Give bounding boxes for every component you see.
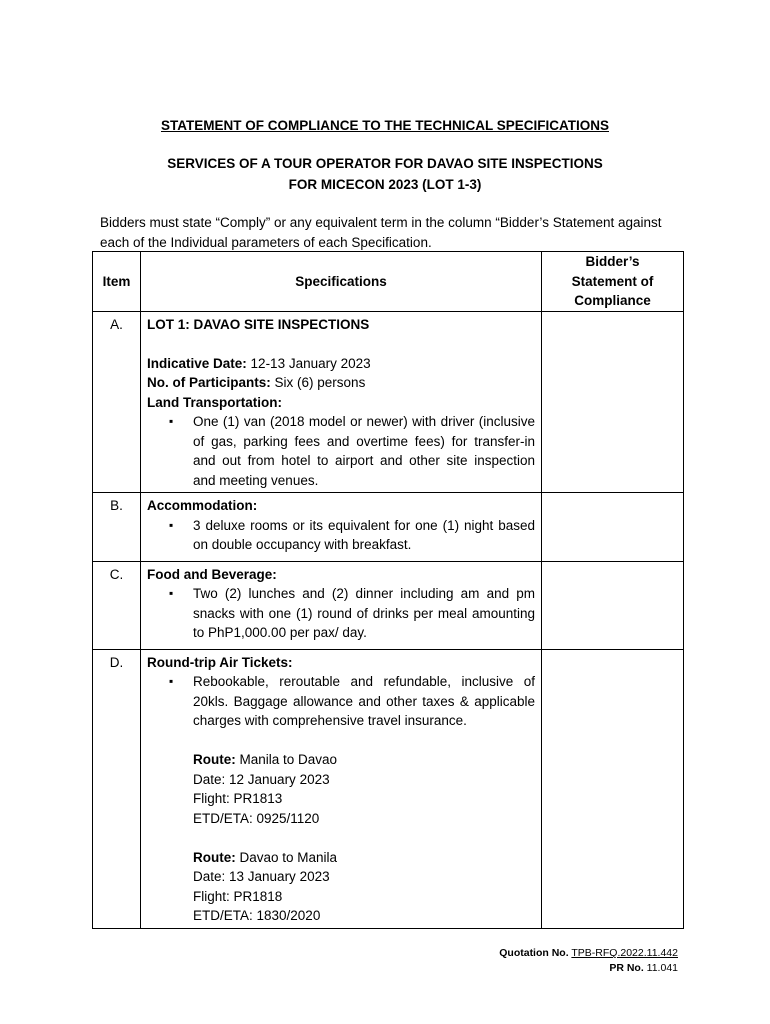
- outbound-etd-eta: ETD/ETA: 0925/1120: [193, 810, 320, 826]
- table-row-c: [93, 561, 684, 649]
- document-heading: STATEMENT OF COMPLIANCE TO THE TECHNICAL SPECIFICATIONS: [160, 118, 609, 133]
- land-transport-label: Land Transportation:: [147, 394, 282, 410]
- return-etd-eta: ETD/ETA: 1830/2020: [193, 908, 321, 923]
- row-d-item: D.: [93, 649, 141, 928]
- header-specifications: Specifications: [141, 252, 542, 312]
- quotation-number: [499, 947, 678, 959]
- table-row-a: [93, 311, 684, 493]
- row-b-item: B.: [93, 493, 141, 562]
- document-subheading-line1: SERVICES OF A TOUR OPERATOR FOR DAVAO SITE INSPECTIONS: [167, 156, 603, 171]
- outbound-route-value: Manila to Davao: [239, 752, 338, 767]
- pr-value: 11.041: [646, 962, 678, 974]
- row-c-spec: [141, 561, 542, 649]
- pr-number: [609, 962, 678, 974]
- food-beverage-label: Food and Beverage:: [147, 566, 277, 582]
- row-c-compliance: [542, 561, 684, 649]
- return-date: Date: 13 January 2023: [193, 869, 330, 884]
- outbound-route-label: Route:: [193, 752, 236, 767]
- row-a-compliance: [542, 311, 684, 493]
- land-transport-bullet: ▪ One (1) van (2018 model or newer) with driver (inclusive of gas, parking fees and overtime fees) for transfer-in and out from hotel to airport and other site inspection and meeting venues.: [193, 412, 535, 490]
- row-a-item: A.: [93, 311, 141, 493]
- accommodation-label: Accommodation:: [147, 498, 258, 513]
- row-b-spec: [141, 493, 542, 562]
- row-d-spec: [141, 649, 542, 928]
- header-compliance-line2: Statement of: [571, 273, 654, 289]
- table-row-b: [93, 493, 684, 562]
- return-flight: Flight: PR1818: [193, 888, 283, 904]
- header-compliance-line3: Compliance: [574, 293, 651, 308]
- outbound-route: [147, 750, 535, 828]
- row-b-compliance: [542, 493, 684, 562]
- header-compliance: [542, 252, 684, 312]
- pr-label: PR No.: [609, 962, 644, 974]
- participants-label: No. of Participants:: [147, 375, 271, 390]
- quotation-value: TPB-RFQ.2022.11.442: [571, 947, 678, 959]
- quotation-label: Quotation No.: [499, 947, 569, 959]
- indicative-date-label: Indicative Date:: [147, 355, 247, 371]
- return-route: [147, 848, 535, 926]
- row-a-spec: [141, 311, 542, 493]
- outbound-flight: Flight: PR1813: [193, 791, 283, 806]
- row-c-item: C.: [93, 561, 141, 649]
- return-route-value: Davao to Manila: [239, 849, 338, 865]
- food-beverage-bullet: ▪ Two (2) lunches and (2) dinner including am and pm snacks with one (1) round of drinks per meal amounting to PhP1,000.00 per pax/ day.: [193, 584, 535, 643]
- table-row-d: [93, 649, 684, 928]
- return-route-label: Route:: [193, 849, 236, 865]
- header-item: Item: [93, 252, 141, 312]
- document-subheading-line2: FOR MICECON 2023 (LOT 1-3): [288, 177, 482, 192]
- indicative-date-value: 12-13 January 2023: [250, 355, 371, 371]
- instructions-paragraph: Bidders must state “Comply” or any equivalent term in the column “Bidder’s Statement against each of the Individual parameters of each Specification.: [100, 215, 662, 250]
- accommodation-bullet: ▪ 3 deluxe rooms or its equivalent for one (1) night based on double occupancy with breakfast.: [193, 516, 535, 555]
- row-d-compliance: [542, 649, 684, 928]
- air-tickets-bullet: ▪ Rebookable, reroutable and refundable, inclusive of 20kls. Baggage allowance and other taxes & applicable charges with comprehensive travel insurance.: [193, 672, 535, 731]
- participants-value: Six (6) persons: [274, 375, 366, 390]
- specifications-table: [92, 251, 684, 929]
- air-tickets-label: Round-trip Air Tickets:: [147, 654, 293, 670]
- header-compliance-line1: Bidder’s: [585, 254, 640, 269]
- lot-title: LOT 1: DAVAO SITE INSPECTIONS: [147, 316, 370, 332]
- outbound-date: Date: 12 January 2023: [193, 771, 330, 787]
- table-header-row: [93, 252, 684, 312]
